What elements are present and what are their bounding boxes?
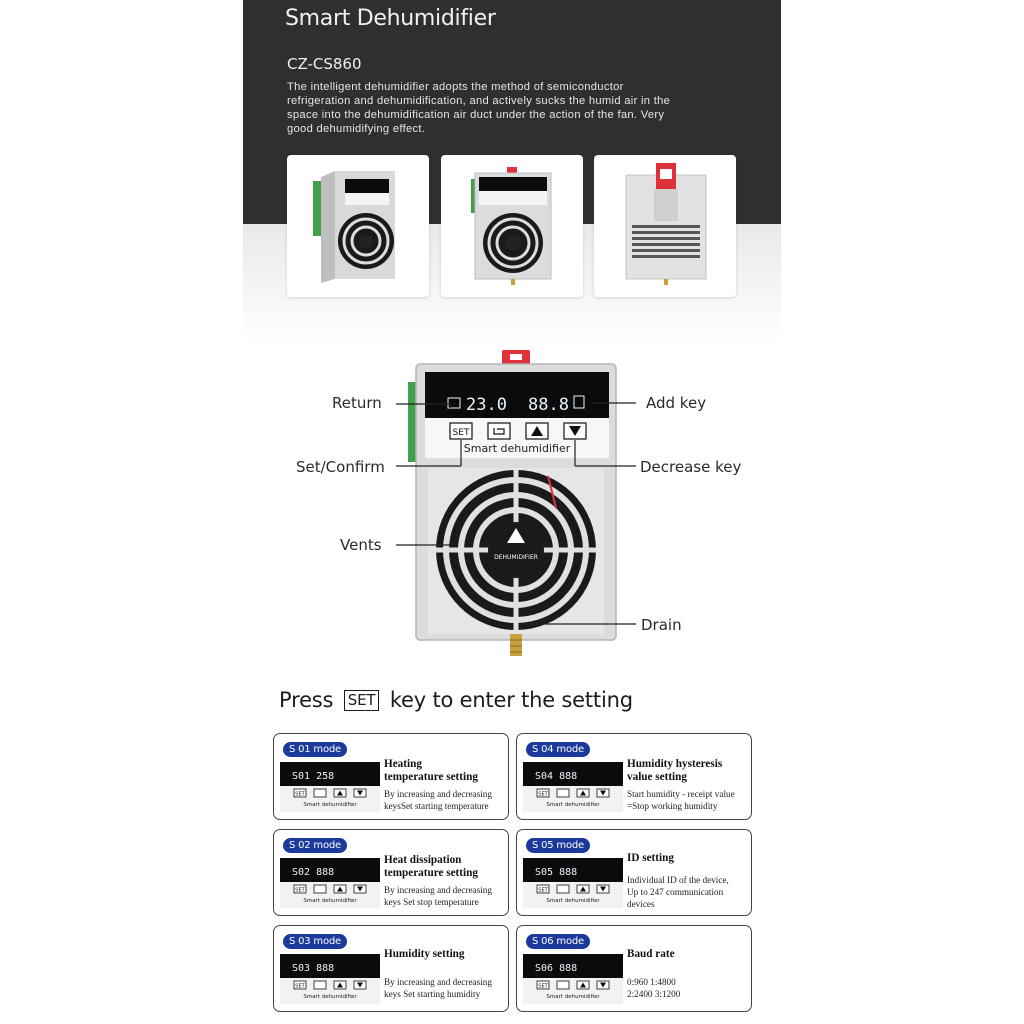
mode-title-line: Heat dissipation (384, 854, 462, 866)
callout-return: Return (332, 394, 382, 412)
mode-description-line: Up to 247 communication (627, 887, 724, 897)
mini-set-key-label: SET (538, 791, 548, 798)
photo-back-view[interactable] (594, 155, 736, 297)
mode-card (516, 829, 752, 916)
mode-badge: S 04 mode (526, 742, 590, 757)
mode-title-line: Humidity setting (384, 948, 465, 960)
mini-lcd-readout: S06 888 (535, 963, 578, 974)
mode-title-line: value setting (627, 771, 687, 783)
mode-badge: S 05 mode (526, 838, 590, 853)
mini-control-panel (523, 858, 623, 910)
back-view-illustration (594, 155, 736, 297)
mode-description-line: 0:960 1:4800 (627, 977, 676, 987)
mode-title-line: ID setting (627, 852, 674, 864)
mini-control-panel (523, 762, 623, 814)
mode-description-line: keys Set stop temperature (384, 897, 479, 907)
mode-badge: S 06 mode (526, 934, 590, 949)
callout-drain: Drain (641, 616, 682, 634)
mini-control-panel (280, 954, 380, 1006)
mode-title-line: temperature setting (384, 771, 478, 783)
mini-lcd-readout: S05 888 (535, 867, 578, 878)
mini-lcd-readout: S03 888 (292, 963, 335, 974)
mode-description-line: =Stop working humidity (627, 801, 718, 811)
mode-title-line: Baud rate (627, 948, 675, 960)
mode-description-line: keys Set starting humidity (384, 989, 481, 999)
model-number: CZ-CS860 (287, 55, 362, 73)
mini-set-key-label: SET (538, 983, 548, 990)
mini-brand-text: Smart dehumidifier (303, 802, 357, 808)
product-description: The intelligent dehumidifier adopts the method of semiconductor refrigeration and dehumidification, and actively sucks the humid air in the space into the dehumidification air duct under the action of the fan. Very good dehumidifying effect. (287, 81, 671, 135)
set-key-inline: SET (344, 690, 380, 711)
mode-card (516, 733, 752, 820)
mode-badge: S 02 mode (283, 838, 347, 853)
callout-vents: Vents (340, 536, 382, 554)
lcd-humidity: 88.8 (528, 395, 569, 415)
mode-description-line: Individual ID of the device, (627, 875, 729, 885)
mini-brand-text: Smart dehumidifier (546, 802, 600, 808)
press-suffix: key to enter the setting (389, 688, 633, 712)
callout-add-key: Add key (646, 394, 707, 412)
mini-set-key-label: SET (538, 887, 548, 894)
mode-card (273, 925, 509, 1012)
mini-brand-text: Smart dehumidifier (546, 898, 600, 904)
mini-control-panel (280, 858, 380, 910)
mode-card (516, 925, 752, 1012)
terminal-block (408, 382, 416, 462)
mode-description-line: By increasing and decreasing (384, 789, 492, 799)
mode-description-line: 2:2400 3:1200 (627, 989, 681, 999)
lcd-display (425, 372, 609, 418)
mini-set-key-label: SET (295, 983, 305, 990)
mode-badge: S 01 mode (283, 742, 347, 757)
mode-title-line: temperature setting (384, 867, 478, 879)
photo-side-view[interactable] (287, 155, 429, 297)
mode-description-line: devices (627, 899, 655, 909)
mini-lcd-readout: S01 258 (292, 771, 335, 782)
return-key[interactable] (488, 423, 510, 439)
mode-description-line: By increasing and decreasing (384, 885, 492, 895)
page-title: Smart Dehumidifier (285, 6, 496, 31)
callout-decrease-key: Decrease key (640, 458, 742, 476)
fan-label: DEHUMIDIFIER (494, 554, 538, 561)
set-key-label: SET (452, 428, 470, 438)
side-view-illustration (287, 155, 429, 297)
callout-set-confirm: Set/Confirm (296, 458, 385, 476)
mini-control-panel (280, 762, 380, 814)
mini-control-panel (523, 954, 623, 1006)
press-text: Press (279, 688, 334, 712)
mode-description-line: By increasing and decreasing (384, 977, 492, 987)
mode-badge: S 03 mode (283, 934, 347, 949)
front-view-illustration (441, 155, 583, 297)
drain-fitting (510, 634, 522, 656)
mini-brand-text: Smart dehumidifier (546, 994, 600, 1000)
mini-brand-text: Smart dehumidifier (303, 994, 357, 1000)
mini-lcd-readout: S04 888 (535, 771, 578, 782)
mode-card (273, 733, 509, 820)
mini-brand-text: Smart dehumidifier (303, 898, 357, 904)
photo-front-view[interactable] (441, 155, 583, 297)
mini-set-key-label: SET (295, 791, 305, 798)
mode-description-line: keysSet starting temperature (384, 801, 489, 811)
mini-lcd-readout: S02 888 (292, 867, 335, 878)
mode-title-line: Heating (384, 758, 422, 770)
mini-set-key-label: SET (295, 887, 305, 894)
mode-description-line: Start humidity - receipt value (627, 789, 735, 799)
mode-title-line: Humidity hysteresis (627, 758, 723, 770)
lcd-temperature: 23.0 (466, 395, 507, 415)
mode-card (273, 829, 509, 916)
device-brand-text: Smart dehumidifier (463, 442, 571, 455)
press-set-heading (279, 688, 633, 712)
